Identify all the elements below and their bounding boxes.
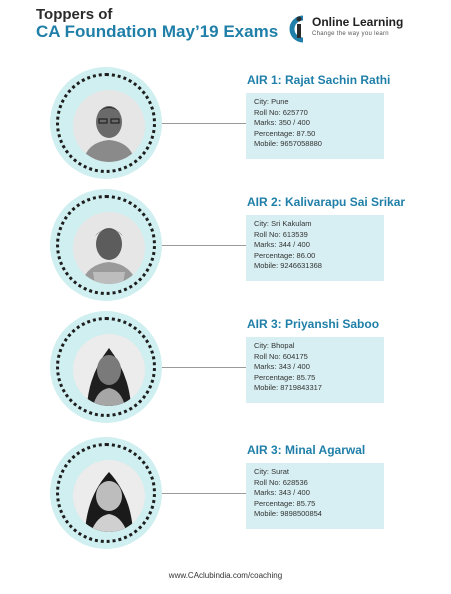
topper-mobile: Mobile: 9898500854 xyxy=(254,509,322,518)
topper-percentage: Percentage: 86.00 xyxy=(254,250,316,260)
topper-card-3 xyxy=(0,311,451,431)
topper-roll: Roll No: 625770 xyxy=(254,107,308,117)
topper-photo xyxy=(73,212,145,284)
topper-marks: Marks: 343 / 400 xyxy=(254,488,310,497)
topper-city: City: Sri Kakulam xyxy=(254,219,312,228)
topper-photo xyxy=(73,334,145,406)
topper-details xyxy=(246,463,384,529)
footer-url: www.CAclubindia.com/coaching xyxy=(168,571,283,580)
topper-mobile: Mobile: 8719843317 xyxy=(254,383,322,392)
topper-rank-name: AIR 3: Minal Agarwal xyxy=(247,443,366,457)
topper-roll: Roll No: 613539 xyxy=(254,229,308,239)
topper-details xyxy=(246,215,384,281)
topper-rank-name: AIR 3: Priyanshi Saboo xyxy=(247,317,380,331)
ci-logo-icon xyxy=(283,12,311,46)
topper-marks: Marks: 344 / 400 xyxy=(254,240,310,249)
topper-city: City: Surat xyxy=(254,467,290,476)
topper-mobile: Mobile: 9246631368 xyxy=(254,261,322,270)
topper-card-1 xyxy=(0,67,451,187)
logo-tagline: Change the way you learn xyxy=(312,31,389,37)
topper-card-4 xyxy=(0,437,451,557)
topper-rank-name: AIR 2: Kalivarapu Sai Srikar xyxy=(247,195,406,209)
topper-marks: Marks: 350 / 400 xyxy=(254,118,310,127)
connector-line xyxy=(162,245,246,246)
connector-line xyxy=(162,367,246,368)
topper-percentage: Percentage: 87.50 xyxy=(254,128,316,138)
topper-details xyxy=(246,93,384,159)
photo-frame xyxy=(50,189,162,301)
online-learning-logo xyxy=(283,12,423,46)
logo-name: Online Learning xyxy=(312,15,404,29)
topper-percentage: Percentage: 85.75 xyxy=(254,372,316,382)
topper-city: City: Bhopal xyxy=(254,341,295,350)
page-title-line1: Toppers of xyxy=(36,6,113,23)
topper-photo xyxy=(73,90,145,162)
page-title-line2: CA Foundation May’19 Exams xyxy=(36,22,279,41)
topper-marks: Marks: 343 / 400 xyxy=(254,362,310,371)
topper-details xyxy=(246,337,384,403)
topper-card-2 xyxy=(0,189,451,309)
topper-photo xyxy=(73,460,145,532)
topper-mobile: Mobile: 9657058880 xyxy=(254,139,322,148)
topper-city: City: Pune xyxy=(254,97,289,106)
photo-frame xyxy=(50,311,162,423)
topper-roll: Roll No: 604175 xyxy=(254,351,308,361)
photo-frame xyxy=(50,67,162,179)
topper-rank-name: AIR 1: Rajat Sachin Rathi xyxy=(247,73,391,87)
photo-frame xyxy=(50,437,162,549)
connector-line xyxy=(162,493,246,494)
topper-percentage: Percentage: 85.75 xyxy=(254,498,316,508)
topper-roll: Roll No: 628536 xyxy=(254,477,308,487)
connector-line xyxy=(162,123,246,124)
